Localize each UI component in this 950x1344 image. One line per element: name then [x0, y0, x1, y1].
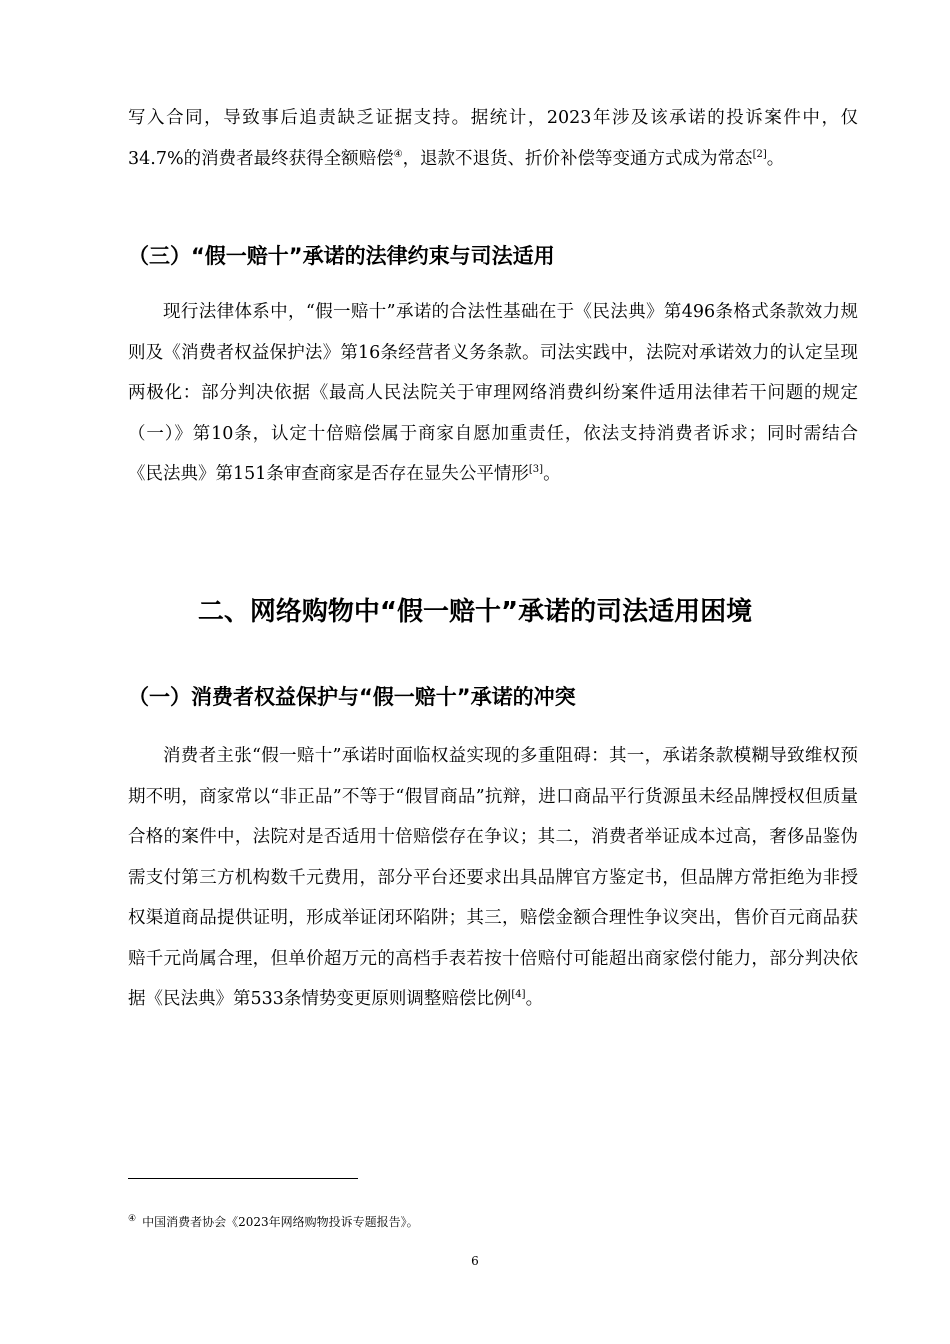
footnote — [128, 1210, 419, 1231]
citation-ref[interactable]: [2] — [752, 148, 767, 160]
citation-ref[interactable]: [3] — [528, 464, 544, 476]
section-heading: （三）“假一赔十”承诺的法律约束与司法适用 — [128, 244, 555, 268]
paragraph-text: 消费者主张“假一赔十”承诺时面临权益实现的多重阻碍：其一，承诺条款模糊导致维权预期不明，商家常以“非正品”不等于“假冒商品”抗辩，进口商品平行货源虽未经品牌授权但质量合格的案件中，法院对是否适用十倍赔偿存在争议；其二，消费者举证成本过高，奢侈品鉴伪需支付第三方机构数千元费用，部分平台还要求出具品牌官方鉴定书，但品牌方常拒绝为非授权渠道商品提供证明，形成举证闭环陷阱；其三，赔偿金额合理性争议突出，售价百元商品获赔千元尚属合理，但单价超万元的高档手表若按十倍赔付可能超出商家偿付能力，部分判决依据《民法典》第533条情势变更原则调整赔偿比例 — [128, 746, 858, 1009]
chapter-heading: 二、网络购物中“假一赔十”承诺的司法适用困境 — [197, 597, 753, 627]
paragraph-text: 。 — [766, 148, 785, 169]
paragraph-text: 。 — [525, 989, 544, 1009]
footnote-marker: ④ — [128, 1214, 137, 1224]
footnote-text: 中国消费者协会《2023年网络购物投诉专题报告》。 — [142, 1215, 419, 1229]
paragraph-text: 现行法律体系中，“假一赔十”承诺的合法性基础在于《民法典》第496条格式条款效力规则及《消费者权益保护法》第16条经营者义务条款。司法实践中，法院对承诺效力的认定呈现两极化：部分判决依据《最高人民法院关于审理网络消费纠纷案件适用法律若干问题的规定（一）》第10条，认定十倍赔偿属于商家自愿加重责任，依法支持消费者诉求；同时需结合《民法典》第151条审查商家是否存在显失公平情形 — [128, 302, 858, 484]
paragraph-text: ，退款不退货、折价补偿等变通方式成为常态 — [402, 148, 753, 169]
section-heading: （一）消费者权益保护与“假一赔十”承诺的冲突 — [128, 685, 576, 709]
section-paragraph — [128, 292, 858, 495]
section-paragraph — [128, 736, 858, 1020]
citation-ref[interactable]: [4] — [511, 989, 526, 1001]
footnote-divider — [128, 1178, 358, 1179]
page-number: 6 — [471, 1254, 479, 1268]
paragraph-text: 写入合同，导致事后追责缺乏证据支持。据统计，2023年涉及该承诺的投诉案件中，仅34.7%的消费者最终获得全额赔偿 — [128, 108, 858, 169]
continued-paragraph — [128, 98, 858, 179]
paragraph-text: 。 — [543, 464, 561, 484]
footnote-marker[interactable]: ④ — [393, 148, 403, 160]
